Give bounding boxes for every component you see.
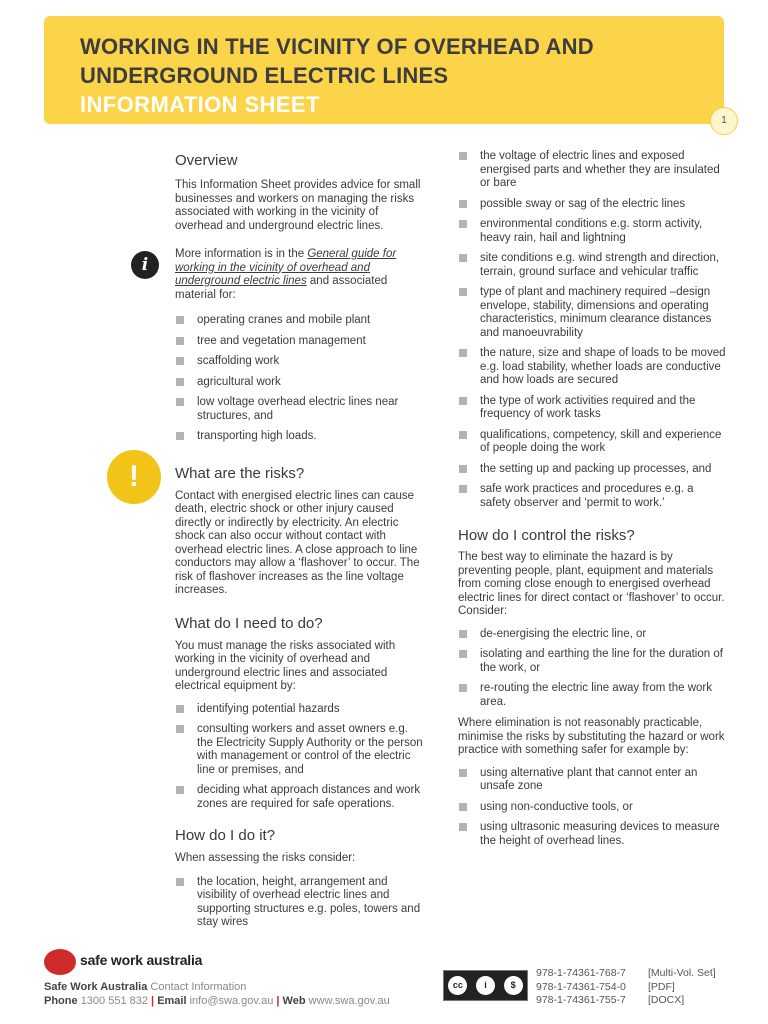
page-number: 1 [710,107,738,135]
web-label: Web [282,995,306,1007]
isbn-format: [DOCX] [648,994,685,1006]
web-link[interactable]: www.swa.gov.au [308,995,390,1007]
left-column [175,152,427,930]
control-body: The best way to eliminate the hazard is by preventing people, plant, equipment and materials from coming close enough to energised overhead electric lines for direct contact or ‘flashover’ to occur. Consider: [458,551,725,617]
logo-text: safe work australia [80,952,203,968]
list-item: agricultural work [175,376,427,390]
phone-label: Phone [44,995,78,1007]
list-item: the voltage of electric lines and exposed energised parts and whether they are insulated or bare [458,150,726,191]
more-info-prefix: More information is in the [175,248,308,260]
overview-list [175,314,427,444]
list-item: deciding what approach distances and work zones are required for safe operations. [175,784,427,811]
footer-contact-label: Contact Information [150,981,247,993]
warning-icon: ! [107,450,161,504]
list-item: de-energising the electric line, or [458,628,726,642]
general-guide-link[interactable]: General guide for working in the vicinity of overhead and underground electric lines [175,248,397,287]
consider-list [458,150,726,510]
need-list [175,703,427,812]
document-subtitle: INFORMATION SHEET [80,92,320,117]
overview-more-info [175,248,427,302]
isbn-row [536,981,716,995]
how-heading: How do I do it? [175,827,276,844]
list-item: the nature, size and shape of loads to be moved e.g. load stability, whether loads are conductive and how loads are secured [458,347,726,388]
list-item: low voltage overhead electric lines near structures, and [175,396,427,423]
risks-heading: What are the risks? [175,464,305,482]
list-item: qualifications, competency, skill and experience of people doing the work [458,429,726,456]
isbn-number: 978-1-74361-755-7 [536,994,626,1006]
list-item: possible sway or sag of the electric lines [458,198,726,212]
list-item: identifying potential hazards [175,703,427,717]
list-item: environmental conditions e.g. storm activity, heavy rain, hail and lightning [458,218,726,245]
footer-contact-line: Phone 1300 551 832 | Email info@swa.gov.au | Web www.swa.gov.au [44,995,390,1007]
risks-body: Contact with energised electric lines can cause death, electric shock or other injury caused directly or indirectly by electricity. An electric shock can also occur without contact with overhead electric lines. A close approach to line conductors may allow a ‘flashover’ to occur. The risk of flashover increases as the line voltage increases. [175,489,420,596]
control-list-2 [458,767,726,849]
list-item: safe work practices and procedures e.g. a safety observer and ‘permit to work.’ [458,483,726,510]
creative-commons-license-icon: cc i $ [443,970,528,1001]
list-item: the location, height, arrangement and visibility of overhead electric lines and supporting structures e.g. poles, towers and stay wires [175,876,427,930]
need-body: You must manage the risks associated with working in the vicinity of overhead and underground electric lines and associated electrical equipment by: [175,639,396,692]
list-item: transporting high loads. [175,430,427,444]
email-link[interactable]: info@swa.gov.au [189,995,274,1007]
list-item: scaffolding work [175,355,427,369]
isbn-format: [Multi-Vol. Set] [648,967,716,979]
isbn-row [536,994,716,1008]
overview-heading: Overview [175,152,238,169]
right-column [458,150,726,848]
control-body-2: Where elimination is not reasonably practicable, minimise the risks by substituting the hazard or work practice with something safer for example by: [458,717,725,756]
list-item: the type of work activities required and the frequency of work tasks [458,395,726,422]
list-item: using alternative plant that cannot enter an unsafe zone [458,767,726,794]
info-icon: i [131,251,159,279]
list-item: site conditions e.g. wind strength and direction, terrain, ground surface and vehicular traffic [458,252,726,279]
list-item: re-routing the electric line away from the work area. [458,682,726,709]
footer-contact [44,980,390,1008]
isbn-list [536,967,716,1008]
title-banner [44,16,724,124]
list-item: using ultrasonic measuring devices to measure the height of overhead lines. [458,821,726,848]
control-list [458,628,726,710]
phone-number: 1300 551 832 [80,995,148,1007]
list-item: isolating and earthing the line for the duration of the work, or [458,648,726,675]
isbn-format: [PDF] [648,980,675,993]
list-item: tree and vegetation management [175,335,427,349]
isbn-row [536,967,716,981]
email-label: Email [157,995,187,1007]
more-info-suffix: and associated material for: [175,275,388,301]
isbn-number: 978-1-74361-754-0 [536,980,626,993]
footer-org: Safe Work Australia [44,981,148,993]
document-title: WORKING IN THE VICINITY OF OVERHEAD AND UNDERGROUND ELECTRIC LINES [80,34,594,88]
footer-org-line [44,980,390,994]
list-item: operating cranes and mobile plant [175,314,427,328]
isbn-number: 978-1-74361-768-7 [536,967,626,979]
how-list [175,876,427,930]
list-item: consulting workers and asset owners e.g. the Electricity Supply Authority or the person with management or control of the electric line or premises, and [175,723,427,777]
how-body: When assessing the risks consider: [175,852,356,864]
overview-body: This Information Sheet provides advice for small businesses and workers on managing the risks associated with working in the vicinity of overhead and underground electric lines. [175,179,421,232]
list-item: type of plant and machinery required –design envelope, stability, dimensions and operating characteristics, minimum clearance distances and manoeuvrability [458,286,726,340]
safe-work-australia-logo-icon [44,949,76,975]
list-item: using non-conductive tools, or [458,801,726,815]
control-heading: How do I control the risks? [458,527,635,544]
need-heading: What do I need to do? [175,614,323,632]
list-item: the setting up and packing up processes, and [458,463,726,477]
